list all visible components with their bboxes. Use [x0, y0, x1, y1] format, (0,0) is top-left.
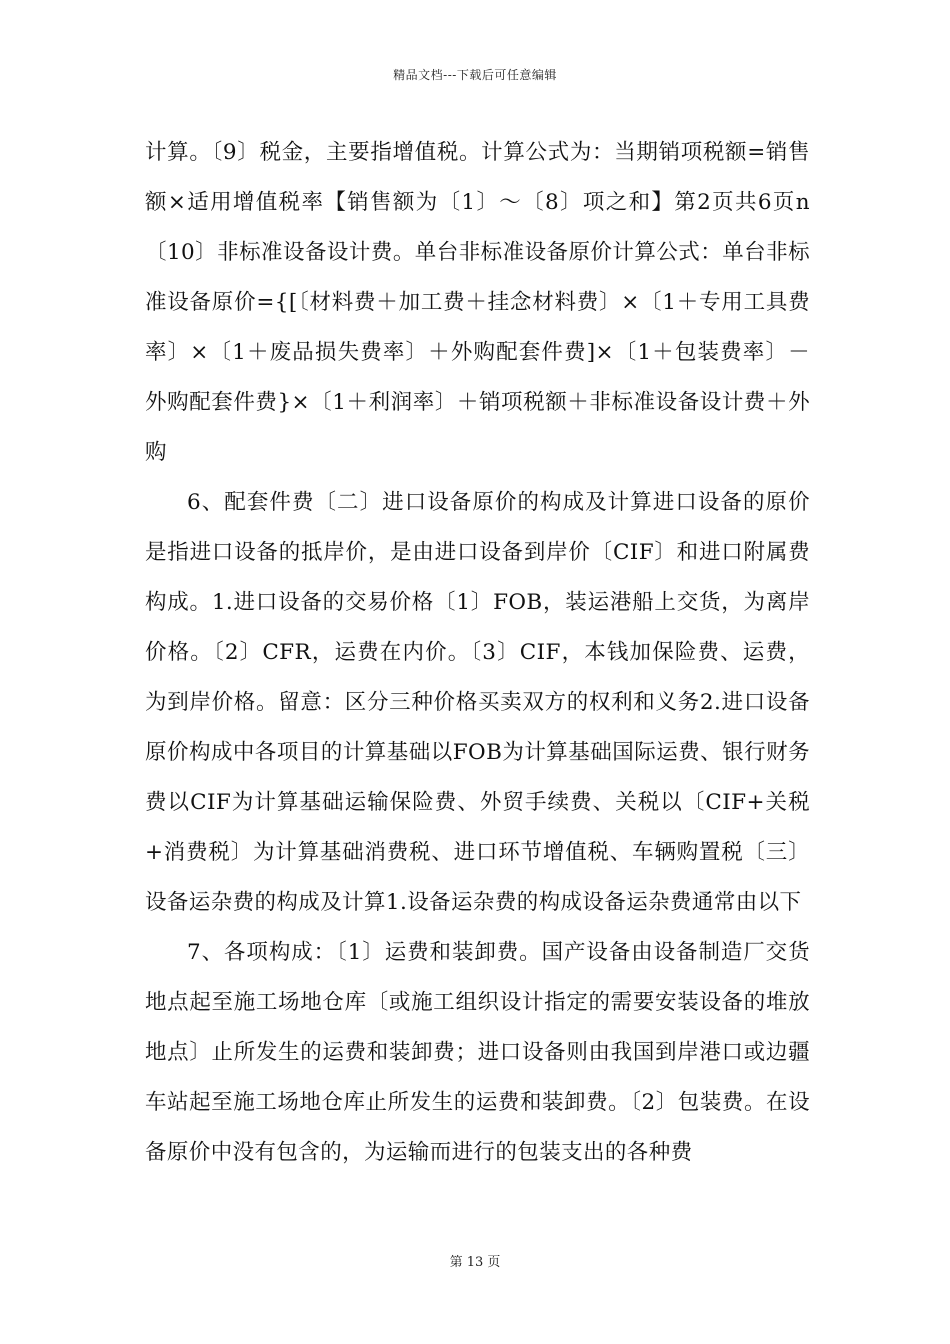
paragraph-1: 计算。〔9〕税金，主要指增值税。计算公式为：当期销项税额=销售额×适用增值税率【销售额为〔1〕～〔8〕项之和】第2页共6页n〔10〕非标准设备设计费。单台非标准设备原价计算公式：单台非标准设备原价={[〔材料费＋加工费＋挂念材料费〕×〔1＋专用工具费率〕×〔1＋废品损失费率〕＋外购配套件费]×〔1＋包装费率〕－外购配套件费}×〔1＋利润率〕＋销项税额＋非标准设备设计费＋外购 — [145, 140, 810, 465]
document-body — [145, 128, 810, 1178]
paragraph-3: 7、各项构成：〔1〕运费和装卸费。国产设备由设备制造厂交货地点起至施工场地仓库〔或施工组织设计指定的需要安装设备的堆放地点〕止所发生的运费和装卸费；进口设备则由我国到岸港口或边疆车站起至施工场地仓库止所发生的运费和装卸费。〔2〕包装费。在设备原价中没有包含的，为运输而进行的包装支出的各种费 — [145, 940, 810, 1165]
page-number: 第 13 页 — [449, 1255, 501, 1270]
paragraph-2: 6、配套件费〔二〕进口设备原价的构成及计算进口设备的原价是指进口设备的抵岸价，是由进口设备到岸价〔CIF〕和进口附属费构成。1.进口设备的交易价格〔1〕FOB，装运港船上交货，为离岸价格。〔2〕CFR，运费在内价。〔3〕CIF，本钱加保险费、运费，为到岸价格。留意：区分三种价格买卖双方的权利和义务2.进口设备原价构成中各项目的计算基础以FOB为计算基础国际运费、银行财务费以CIF为计算基础运输保险费、外贸手续费、关税以〔CIF+关税+消费税〕为计算基础消费税、进口环节增值税、车辆购置税〔三〕设备运杂费的构成及计算1.设备运杂费的构成设备运杂费通常由以下 — [145, 490, 810, 915]
page-header: 精品文档---下载后可任意编辑 — [393, 68, 557, 82]
